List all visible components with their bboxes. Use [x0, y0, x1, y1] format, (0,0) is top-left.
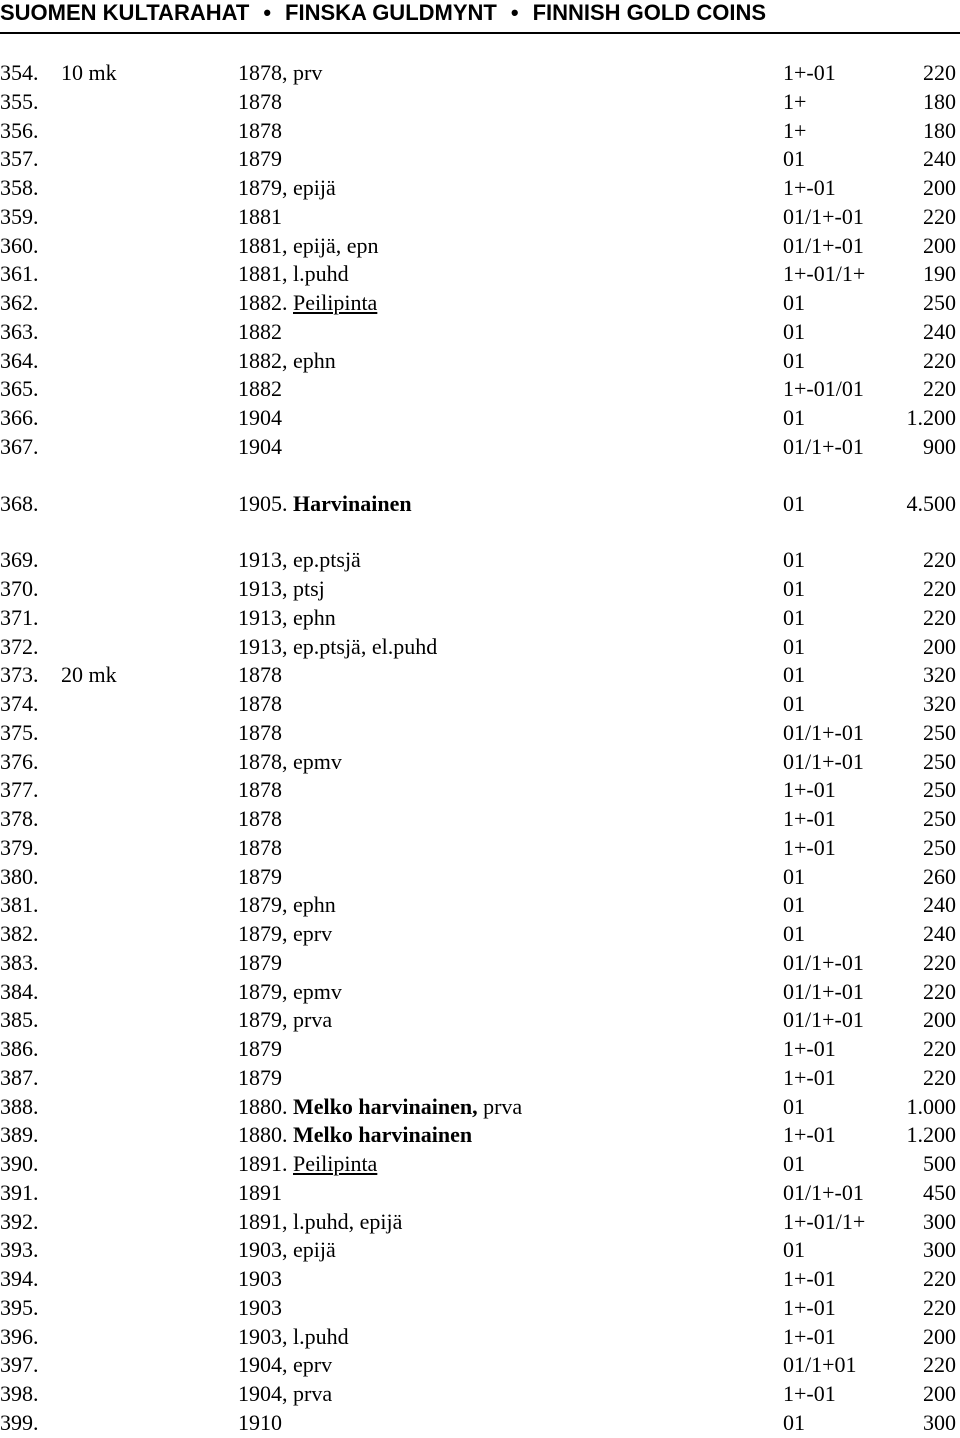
lot-number: 374.	[0, 691, 39, 716]
price: 220	[923, 978, 956, 1004]
condition-grade: 01	[783, 863, 805, 889]
lot-number: 381.	[0, 892, 39, 918]
description-text: 1878	[238, 117, 282, 143]
price: 1.200	[906, 405, 956, 430]
condition-grade: 01	[783, 1151, 805, 1176]
lot-number: 386.	[0, 1036, 39, 1061]
list-item	[0, 433, 960, 462]
price: 220	[923, 60, 956, 85]
description-text: 1879	[238, 1036, 282, 1061]
condition-grade: 1+	[783, 88, 807, 114]
price: 240	[923, 146, 956, 172]
price: 250	[923, 834, 956, 860]
description-text: 1891	[238, 1179, 282, 1205]
condition-grade: 01	[783, 576, 805, 601]
lot-number: 389.	[0, 1122, 39, 1148]
description-text: 1882	[238, 318, 282, 344]
coin-description	[238, 1064, 282, 1092]
coin-description	[238, 1179, 282, 1207]
list-item	[0, 1409, 960, 1438]
coin-description	[238, 834, 282, 862]
condition-grade: 1+-01/01	[783, 376, 864, 402]
price: 300	[923, 1237, 956, 1263]
lot-number: 393.	[0, 1237, 39, 1263]
lot-number: 375.	[0, 719, 39, 745]
coin-description	[238, 1236, 336, 1264]
description-text: 1891.	[238, 1151, 293, 1176]
price: 1.000	[906, 1093, 956, 1119]
description-text: 1882, ephn	[238, 347, 336, 373]
lot-number: 387.	[0, 1064, 39, 1090]
list-item	[0, 546, 960, 575]
coin-description	[238, 1265, 282, 1293]
rarity-note: Melko harvinainen	[293, 1122, 473, 1148]
coin-description	[238, 805, 282, 833]
list-item	[0, 318, 960, 347]
coin-description	[238, 1150, 377, 1178]
description-text: 1879, eprv	[238, 921, 333, 946]
description-text: 1913, ephn	[238, 604, 336, 630]
price: 900	[923, 433, 956, 459]
coin-list	[0, 59, 960, 1438]
list-item	[0, 805, 960, 834]
lot-number: 357.	[0, 146, 39, 172]
list-item	[0, 719, 960, 748]
description-text: 1891, l.puhd, epijä	[238, 1208, 403, 1234]
price: 180	[923, 88, 956, 114]
lot-number: 383.	[0, 949, 39, 975]
lot-number: 361.	[0, 261, 39, 287]
lot-number: 390.	[0, 1151, 39, 1176]
lot-number: 388.	[0, 1093, 39, 1119]
lot-number: 365.	[0, 376, 39, 402]
description-text: 1878	[238, 777, 282, 803]
description-text: 1904	[238, 405, 282, 430]
coin-description	[238, 719, 282, 747]
header-title-english: FINNISH GOLD COINS	[532, 0, 767, 25]
list-item	[0, 117, 960, 146]
coin-description	[238, 59, 322, 87]
list-item	[0, 375, 960, 404]
coin-description	[238, 490, 412, 518]
coin-description	[238, 1093, 522, 1121]
coin-description	[238, 203, 282, 231]
list-item	[0, 232, 960, 261]
description-text: 1903, l.puhd	[238, 1323, 349, 1349]
list-item	[0, 1265, 960, 1294]
proof-note: Peilipinta	[293, 1151, 378, 1176]
price: 300	[923, 1208, 956, 1234]
list-item	[0, 260, 960, 289]
list-item	[0, 690, 960, 719]
list-item	[0, 575, 960, 604]
list-item	[0, 1035, 960, 1064]
condition-grade: 1+-01	[783, 1323, 836, 1349]
price: 260	[923, 863, 956, 889]
description-text: 1903	[238, 1294, 282, 1320]
condition-grade: 01	[783, 290, 805, 315]
description-text: 1878, prv	[238, 60, 323, 85]
price: 220	[923, 949, 956, 975]
condition-grade: 1+-01	[783, 834, 836, 860]
description-text: 1878	[238, 662, 282, 688]
list-item	[0, 347, 960, 376]
lot-number: 359.	[0, 203, 39, 229]
price: 220	[923, 1294, 956, 1320]
coin-description	[238, 1294, 282, 1322]
coin-description	[238, 661, 282, 689]
lot-number: 398.	[0, 1381, 39, 1406]
price: 180	[923, 117, 956, 143]
condition-grade: 1+-01	[783, 175, 836, 200]
coin-description	[238, 1006, 332, 1034]
condition-grade: 01/1+-01	[783, 748, 864, 774]
description-text: 1878	[238, 834, 282, 860]
list-item	[0, 145, 960, 174]
lot-number: 371.	[0, 604, 39, 630]
description-text: 1879	[238, 1064, 282, 1090]
list-item	[0, 59, 960, 88]
lot-number: 364.	[0, 347, 39, 373]
description-text: 1910	[238, 1409, 282, 1435]
coin-description	[238, 891, 336, 919]
price: 220	[923, 347, 956, 373]
description-text: 1905.	[238, 490, 293, 516]
coin-description	[238, 375, 282, 403]
condition-grade: 01/1+-01	[783, 232, 864, 258]
condition-grade: 01/1+-01	[783, 1179, 864, 1205]
list-item	[0, 1236, 960, 1265]
lot-number: 377.	[0, 777, 39, 803]
list-item	[0, 1093, 960, 1122]
condition-grade: 1+-01	[783, 777, 836, 803]
lot-number: 380.	[0, 863, 39, 889]
description-text: 1913, ep.ptsjä, el.puhd	[238, 633, 438, 659]
description-text: 1882	[238, 376, 282, 402]
description-text: 1878	[238, 806, 282, 831]
price: 250	[923, 719, 956, 745]
lot-number: 370.	[0, 576, 39, 601]
rarity-note: Harvinainen	[293, 490, 412, 516]
coin-description	[238, 1035, 282, 1063]
coin-description	[238, 145, 282, 173]
header-separator: •	[510, 0, 519, 25]
list-item	[0, 863, 960, 892]
price: 220	[923, 547, 956, 573]
lot-number: 394.	[0, 1266, 39, 1291]
condition-grade: 01/1+-01	[783, 719, 864, 745]
list-item	[0, 661, 960, 690]
lot-number: 399.	[0, 1409, 39, 1435]
description-text: 1881, l.puhd	[238, 261, 349, 287]
price: 200	[923, 633, 956, 659]
coin-description	[238, 604, 336, 632]
condition-grade: 01/1+-01	[783, 1007, 864, 1033]
lot-number: 385.	[0, 1007, 39, 1033]
price: 250	[923, 748, 956, 774]
coin-description	[238, 404, 282, 432]
list-item	[0, 920, 960, 949]
condition-grade: 01	[783, 490, 805, 516]
lot-number: 362.	[0, 290, 39, 315]
coin-description	[238, 1208, 402, 1236]
description-text: 1878	[238, 719, 282, 745]
header-title-swedish: FINSKA GULDMYNT	[285, 0, 497, 25]
coin-description	[238, 949, 282, 977]
description-text: 1903	[238, 1266, 282, 1291]
coin-description	[238, 117, 282, 145]
description-text: 1878	[238, 88, 282, 114]
condition-grade: 01	[783, 1093, 805, 1119]
price: 320	[923, 691, 956, 716]
description-text: 1882.	[238, 290, 293, 315]
list-item	[0, 88, 960, 117]
price: 190	[923, 261, 956, 287]
coin-description	[238, 546, 361, 574]
lot-number: 363.	[0, 318, 39, 344]
lot-number: 397.	[0, 1352, 39, 1378]
condition-grade: 1+-01	[783, 806, 836, 831]
list-item	[0, 289, 960, 318]
lot-number: 360.	[0, 232, 39, 258]
lot-number: 367.	[0, 433, 39, 459]
condition-grade: 01	[783, 691, 805, 716]
coin-description	[238, 575, 325, 603]
condition-grade: 01/1+-01	[783, 978, 864, 1004]
price: 200	[923, 1323, 956, 1349]
description-text: 1878, epmv	[238, 748, 342, 774]
price: 220	[923, 1064, 956, 1090]
header-divider	[0, 32, 960, 34]
description-text: 1879	[238, 146, 282, 172]
lot-number: 372.	[0, 633, 39, 659]
coin-description	[238, 748, 342, 776]
list-item	[0, 1323, 960, 1352]
description-text: prva	[477, 1093, 523, 1119]
price: 220	[923, 576, 956, 601]
price: 4.500	[906, 490, 956, 516]
condition-grade: 1+	[783, 117, 807, 143]
condition-grade: 1+-01	[783, 1122, 836, 1148]
condition-grade: 01/1+-01	[783, 949, 864, 975]
condition-grade: 01	[783, 633, 805, 659]
header-separator: •	[263, 0, 272, 25]
price: 220	[923, 1352, 956, 1378]
coin-description	[238, 1380, 332, 1408]
coin-description	[238, 88, 282, 116]
lot-number: 392.	[0, 1208, 39, 1234]
description-text: 1880.	[238, 1122, 293, 1148]
price: 250	[923, 806, 956, 831]
condition-grade: 01	[783, 892, 805, 918]
price: 200	[923, 232, 956, 258]
coin-description	[238, 347, 336, 375]
condition-grade: 1+-01	[783, 60, 836, 85]
list-item	[0, 891, 960, 920]
condition-grade: 01	[783, 1409, 805, 1435]
page-header	[0, 0, 960, 28]
lot-number: 395.	[0, 1294, 39, 1320]
description-text: 1879, epijä	[238, 175, 336, 200]
coin-description	[238, 1323, 349, 1351]
list-item	[0, 604, 960, 633]
list-item	[0, 776, 960, 805]
description-text: 1879	[238, 863, 282, 889]
list-item	[0, 1179, 960, 1208]
condition-grade: 1+-01	[783, 1266, 836, 1291]
list-item	[0, 949, 960, 978]
list-item	[0, 490, 960, 519]
condition-grade: 1+-01	[783, 1381, 836, 1406]
list-item	[0, 174, 960, 203]
rarity-note: Melko harvinainen,	[293, 1093, 478, 1119]
condition-grade: 01	[783, 146, 805, 172]
description-text: 1904, eprv	[238, 1352, 333, 1378]
price: 220	[923, 203, 956, 229]
condition-grade: 01/1+-01	[783, 203, 864, 229]
lot-number: 373.	[0, 662, 39, 688]
price: 220	[923, 604, 956, 630]
condition-grade: 01	[783, 405, 805, 430]
coin-description	[238, 318, 282, 346]
coin-description	[238, 633, 437, 661]
coin-description	[238, 1121, 472, 1149]
coin-description	[238, 1351, 332, 1379]
condition-grade: 01	[783, 662, 805, 688]
coin-description	[238, 289, 377, 317]
coin-description	[238, 863, 282, 891]
list-item	[0, 1150, 960, 1179]
denomination: 20 mk	[61, 662, 117, 688]
price: 240	[923, 892, 956, 918]
condition-grade: 01/1+-01	[783, 433, 864, 459]
price: 500	[923, 1151, 956, 1176]
list-item	[0, 978, 960, 1007]
coin-description	[238, 1409, 282, 1437]
lot-number: 366.	[0, 405, 39, 430]
lot-number: 378.	[0, 806, 39, 831]
header-title-finnish: SUOMEN KULTARAHAT	[0, 0, 250, 25]
description-text: 1879, epmv	[238, 978, 342, 1004]
coin-description	[238, 174, 336, 202]
condition-grade: 01	[783, 347, 805, 373]
list-item	[0, 1380, 960, 1409]
price: 1.200	[906, 1122, 956, 1148]
condition-grade: 01	[783, 547, 805, 573]
description-text: 1879, prva	[238, 1007, 333, 1033]
price: 450	[923, 1179, 956, 1205]
condition-grade: 1+-01	[783, 1294, 836, 1320]
condition-grade: 1+-01/1+	[783, 1208, 866, 1234]
list-item	[0, 1351, 960, 1380]
price: 320	[923, 662, 956, 688]
condition-grade: 1+-01	[783, 1064, 836, 1090]
lot-number: 356.	[0, 117, 39, 143]
condition-grade: 01	[783, 318, 805, 344]
description-text: 1881, epijä, epn	[238, 232, 379, 258]
description-text: 1904	[238, 433, 282, 459]
lot-number: 355.	[0, 88, 39, 114]
list-item	[0, 203, 960, 232]
price: 300	[923, 1409, 956, 1435]
price: 250	[923, 777, 956, 803]
price: 200	[923, 1007, 956, 1033]
list-item	[0, 1294, 960, 1323]
coin-description	[238, 232, 379, 260]
price: 240	[923, 921, 956, 946]
coin-description	[238, 433, 282, 461]
description-text: 1880.	[238, 1093, 293, 1119]
lot-number: 358.	[0, 175, 39, 200]
description-text: 1879	[238, 949, 282, 975]
list-item	[0, 1208, 960, 1237]
description-text: 1904, prva	[238, 1381, 333, 1406]
price: 250	[923, 290, 956, 315]
condition-grade: 1+-01/1+	[783, 261, 866, 287]
description-text: 1879, ephn	[238, 892, 336, 918]
list-item	[0, 1121, 960, 1150]
lot-number: 368.	[0, 490, 39, 516]
coin-description	[238, 920, 332, 948]
lot-number: 369.	[0, 547, 39, 573]
price: 220	[923, 376, 956, 402]
description-text: 1878	[238, 691, 282, 716]
lot-number: 384.	[0, 978, 39, 1004]
lot-number: 396.	[0, 1323, 39, 1349]
coin-description	[238, 260, 349, 288]
list-item	[0, 633, 960, 662]
condition-grade: 01	[783, 921, 805, 946]
list-item	[0, 1006, 960, 1035]
price: 220	[923, 1266, 956, 1291]
description-text: 1903, epijä	[238, 1237, 336, 1263]
description-text: 1913, ptsj	[238, 576, 325, 601]
lot-number: 379.	[0, 834, 39, 860]
price: 200	[923, 1381, 956, 1406]
price: 200	[923, 175, 956, 200]
lot-number: 376.	[0, 748, 39, 774]
price: 240	[923, 318, 956, 344]
list-item	[0, 1064, 960, 1093]
condition-grade: 01	[783, 604, 805, 630]
description-text: 1913, ep.ptsjä	[238, 547, 361, 573]
proof-note: Peilipinta	[293, 290, 378, 315]
lot-number: 382.	[0, 921, 39, 946]
list-item	[0, 748, 960, 777]
list-item	[0, 404, 960, 433]
description-text: 1881	[238, 203, 282, 229]
condition-grade: 01	[783, 1237, 805, 1263]
denomination: 10 mk	[61, 60, 117, 85]
lot-number: 391.	[0, 1179, 39, 1205]
coin-description	[238, 776, 282, 804]
condition-grade: 1+-01	[783, 1036, 836, 1061]
coin-description	[238, 690, 282, 718]
condition-grade: 01/1+01	[783, 1352, 857, 1378]
lot-number: 354.	[0, 60, 39, 85]
price: 220	[923, 1036, 956, 1061]
list-item	[0, 834, 960, 863]
coin-description	[238, 978, 342, 1006]
